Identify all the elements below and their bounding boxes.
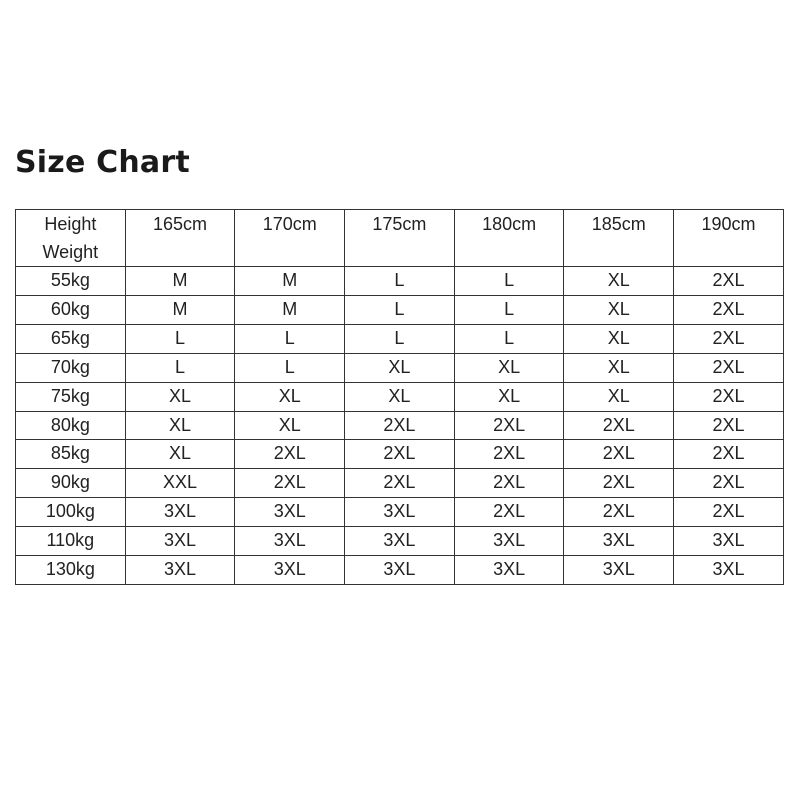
size-cell: 2XL [674,440,784,469]
size-cell: XL [345,353,455,382]
size-cell: M [125,267,235,296]
corner-cell [16,210,126,267]
size-cell: L [454,324,564,353]
height-header: 165cm [125,210,235,267]
size-cell: 2XL [345,411,455,440]
size-cell: XL [564,324,674,353]
size-chart-table [15,209,784,585]
size-cell: 2XL [564,440,674,469]
height-header: 175cm [345,210,455,267]
weight-cell: 70kg [16,353,126,382]
size-cell: 2XL [674,382,784,411]
weight-cell: 75kg [16,382,126,411]
size-cell: L [345,267,455,296]
size-cell: 3XL [345,527,455,556]
table-row [16,556,784,585]
size-cell: XL [235,411,345,440]
size-cell: M [235,267,345,296]
size-cell: XL [125,382,235,411]
size-cell: XL [454,382,564,411]
table-row [16,527,784,556]
size-cell: M [125,295,235,324]
size-cell: 2XL [345,440,455,469]
weight-cell: 100kg [16,498,126,527]
size-cell: 2XL [564,469,674,498]
size-cell: 2XL [674,353,784,382]
size-cell: XXL [125,469,235,498]
size-cell: L [454,267,564,296]
table-row [16,353,784,382]
table-row [16,469,784,498]
size-cell: XL [125,440,235,469]
weight-cell: 130kg [16,556,126,585]
size-cell: 2XL [454,498,564,527]
size-cell: 3XL [235,498,345,527]
height-header: 180cm [454,210,564,267]
size-cell: 3XL [564,556,674,585]
size-cell: 2XL [564,411,674,440]
weight-cell: 110kg [16,527,126,556]
size-cell: 3XL [235,556,345,585]
size-cell: XL [564,295,674,324]
weight-cell: 65kg [16,324,126,353]
page-title: Size Chart [15,145,190,180]
table-row [16,382,784,411]
size-cell: 2XL [674,411,784,440]
table-row [16,498,784,527]
weight-cell: 60kg [16,295,126,324]
size-cell: 2XL [235,440,345,469]
height-header: 185cm [564,210,674,267]
size-cell: 2XL [674,295,784,324]
size-cell: 3XL [345,498,455,527]
size-cell: XL [564,382,674,411]
size-cell: 2XL [674,267,784,296]
weight-cell: 90kg [16,469,126,498]
size-rows [16,267,784,585]
size-cell: 2XL [345,469,455,498]
size-cell: 2XL [674,469,784,498]
size-cell: 3XL [454,556,564,585]
size-cell: 3XL [345,556,455,585]
size-cell: L [235,324,345,353]
size-cell: M [235,295,345,324]
size-cell: 2XL [674,498,784,527]
weight-cell: 85kg [16,440,126,469]
size-cell: 2XL [564,498,674,527]
size-cell: 3XL [125,556,235,585]
table-row [16,324,784,353]
table-row [16,440,784,469]
size-cell: 3XL [125,527,235,556]
size-cell: XL [564,353,674,382]
header-row [16,210,784,267]
size-cell: L [235,353,345,382]
size-cell: XL [564,267,674,296]
weight-axis-label: Weight [42,242,99,262]
size-cell: L [454,295,564,324]
size-cell: 3XL [674,556,784,585]
height-axis-label: Height [44,214,97,234]
height-header: 190cm [674,210,784,267]
size-cell: 2XL [235,469,345,498]
size-cell: XL [454,353,564,382]
table-row [16,295,784,324]
size-cell: L [125,324,235,353]
size-cell: 2XL [454,469,564,498]
size-cell: 2XL [674,324,784,353]
size-cell: XL [125,411,235,440]
table-row [16,267,784,296]
size-cell: 3XL [235,527,345,556]
size-cell: XL [345,382,455,411]
height-header: 170cm [235,210,345,267]
size-cell: 3XL [125,498,235,527]
size-cell: L [345,295,455,324]
size-cell: L [345,324,455,353]
size-cell: 3XL [454,527,564,556]
table-row [16,411,784,440]
size-cell: L [125,353,235,382]
size-cell: 2XL [454,411,564,440]
weight-cell: 55kg [16,267,126,296]
size-cell: 3XL [564,527,674,556]
weight-cell: 80kg [16,411,126,440]
size-cell: 2XL [454,440,564,469]
size-cell: 3XL [674,527,784,556]
size-cell: XL [235,382,345,411]
